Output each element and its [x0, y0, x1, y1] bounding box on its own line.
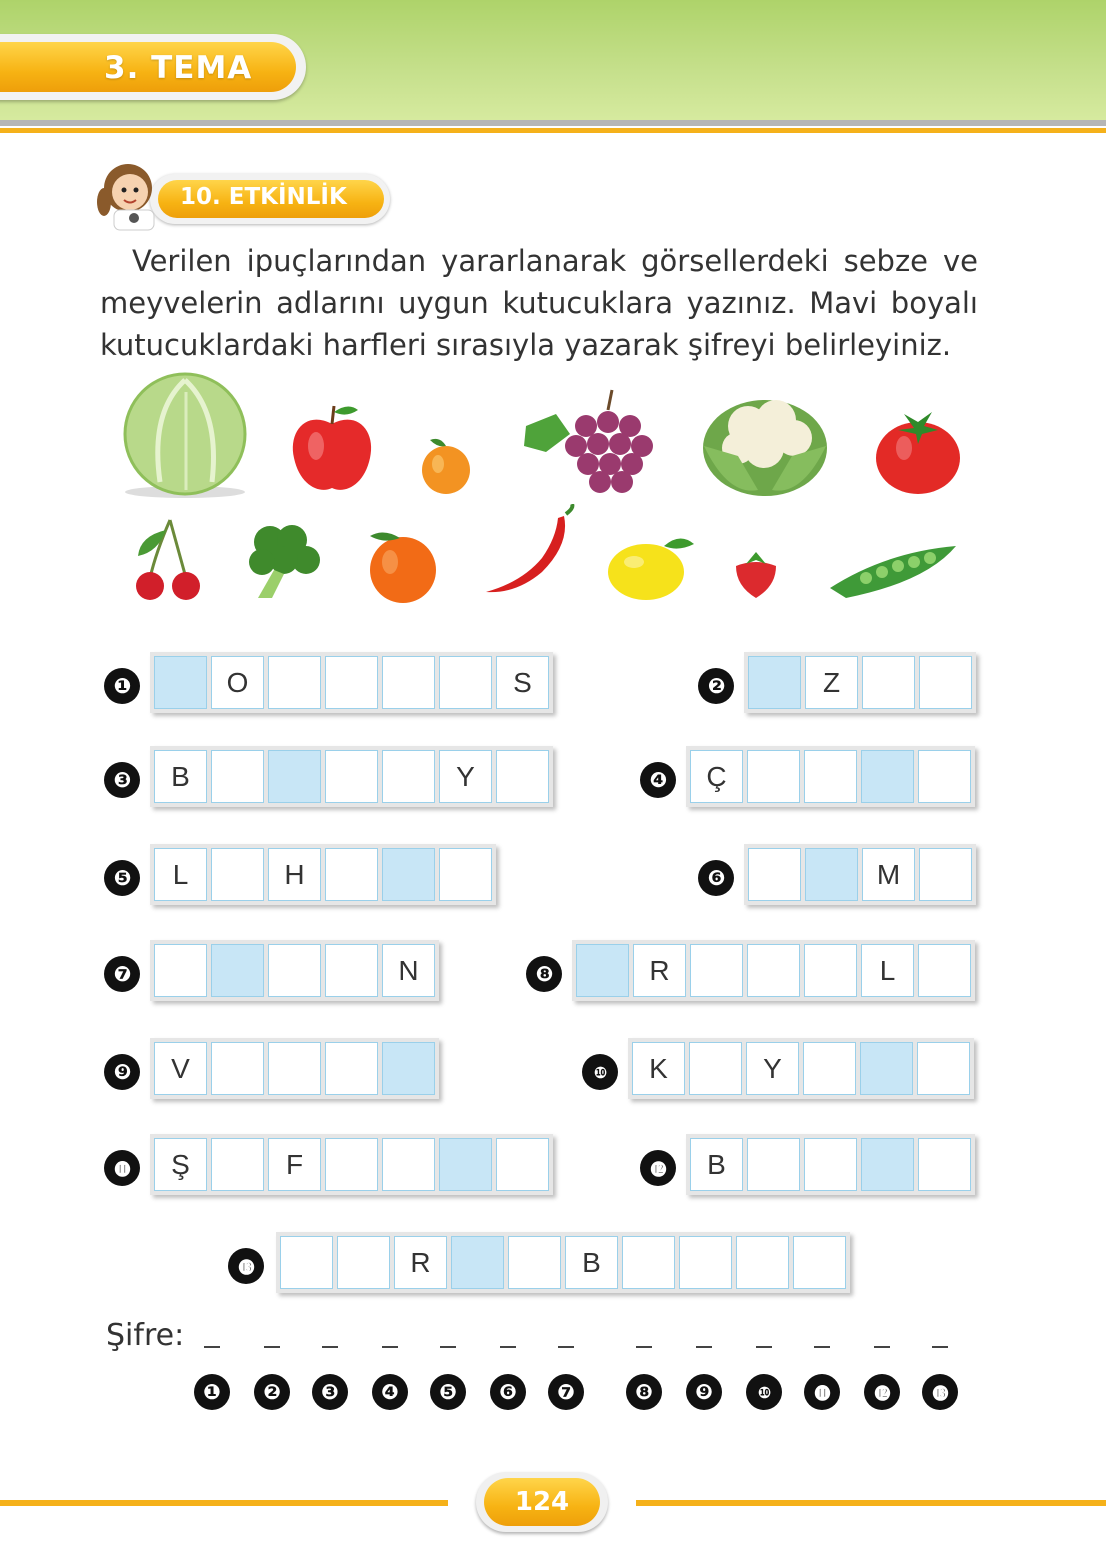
letter-box[interactable]	[919, 848, 972, 901]
letter-box[interactable]	[918, 1138, 971, 1191]
strawberry-icon	[726, 550, 786, 600]
letter-box-highlighted[interactable]	[576, 944, 629, 997]
letter-box-highlighted[interactable]	[860, 1042, 913, 1095]
sifre-blank[interactable]	[204, 1346, 220, 1348]
puzzle-number-10: ❿	[582, 1054, 618, 1090]
letter-box[interactable]: Y	[439, 750, 492, 803]
puzzle-row-1	[150, 652, 553, 713]
puzzle-row-9	[150, 1038, 439, 1099]
letter-box[interactable]	[919, 656, 972, 709]
letter-box[interactable]: F	[268, 1138, 321, 1191]
letter-box[interactable]	[793, 1236, 846, 1289]
letter-box[interactable]	[622, 1236, 675, 1289]
orange-icon	[360, 528, 446, 604]
instructions-text: Verilen ipuçlarından yararlanarak görsellerdeki sebze ve meyvelerin adlarını uygun kutucuklara yazınız. Mavi boyalı kutucuklardaki harfleri sırasıyla yazarak şifreyi belirleyiniz.	[100, 244, 978, 362]
puzzle-number-1: ❶	[104, 668, 140, 704]
puzzle-row-5	[150, 844, 496, 905]
puzzle-number-3: ❸	[104, 762, 140, 798]
apricot-icon	[418, 436, 474, 496]
lemon-icon	[604, 532, 696, 602]
letter-box[interactable]	[690, 944, 743, 997]
puzzle-number-9: ❾	[104, 1054, 140, 1090]
letter-box[interactable]	[268, 944, 321, 997]
letter-box[interactable]	[154, 944, 207, 997]
letter-box[interactable]	[337, 1236, 390, 1289]
puzzle-number-4: ❹	[640, 762, 676, 798]
letter-box[interactable]	[689, 1042, 742, 1095]
sifre-blank[interactable]	[814, 1346, 830, 1348]
letter-box[interactable]	[918, 750, 971, 803]
letter-box[interactable]	[325, 944, 378, 997]
letter-box[interactable]: L	[861, 944, 914, 997]
letter-box[interactable]	[496, 1138, 549, 1191]
letter-box[interactable]: M	[862, 848, 915, 901]
letter-box[interactable]: Z	[805, 656, 858, 709]
sifre-number-11: ⓫	[804, 1374, 840, 1410]
puzzle-row-4	[686, 746, 975, 807]
letter-box[interactable]	[862, 656, 915, 709]
letter-box[interactable]: L	[154, 848, 207, 901]
letter-box[interactable]	[918, 944, 971, 997]
letter-box[interactable]	[280, 1236, 333, 1289]
sifre-blank[interactable]	[500, 1346, 516, 1348]
letter-box[interactable]	[747, 1138, 800, 1191]
letter-box[interactable]: K	[632, 1042, 685, 1095]
letter-box[interactable]: B	[154, 750, 207, 803]
letter-box[interactable]	[211, 1138, 264, 1191]
letter-box[interactable]	[268, 1042, 321, 1095]
sifre-label: Şifre:	[106, 1318, 185, 1353]
letter-box-highlighted[interactable]	[861, 1138, 914, 1191]
sifre-number-12: ⓬	[864, 1374, 900, 1410]
sifre-blank[interactable]	[636, 1346, 652, 1348]
letter-box-highlighted[interactable]	[861, 750, 914, 803]
grapes-icon	[516, 386, 672, 498]
letter-box[interactable]: S	[496, 656, 549, 709]
puzzle-row-11	[150, 1134, 553, 1195]
apple-icon	[286, 402, 378, 498]
puzzle-row-8	[572, 940, 975, 1001]
letter-box[interactable]	[747, 750, 800, 803]
sifre-blank[interactable]	[558, 1346, 574, 1348]
letter-box[interactable]: B	[565, 1236, 618, 1289]
letter-box[interactable]	[804, 750, 857, 803]
puzzle-number-13: ⓭	[228, 1248, 264, 1284]
sifre-blank[interactable]	[264, 1346, 280, 1348]
puzzle-number-12: ⓬	[640, 1150, 676, 1186]
sifre-number-10: ❿	[746, 1374, 782, 1410]
letter-box[interactable]: R	[633, 944, 686, 997]
footer-line-left	[0, 1500, 448, 1506]
letter-box[interactable]	[211, 1042, 264, 1095]
broccoli-icon	[240, 520, 324, 602]
letter-box[interactable]: Ç	[690, 750, 743, 803]
letter-box[interactable]	[803, 1042, 856, 1095]
sifre-number-4: ❹	[372, 1374, 408, 1410]
letter-box[interactable]	[679, 1236, 732, 1289]
puzzle-row-13	[276, 1232, 850, 1293]
puzzle-number-5: ❺	[104, 860, 140, 896]
letter-box-highlighted[interactable]	[748, 656, 801, 709]
letter-box[interactable]	[325, 750, 378, 803]
footer-line-right	[636, 1500, 1106, 1506]
header-divider	[0, 120, 1106, 126]
letter-box-highlighted[interactable]	[382, 848, 435, 901]
sifre-number-5: ❺	[430, 1374, 466, 1410]
sifre-number-2: ❷	[254, 1374, 290, 1410]
letter-box-highlighted[interactable]	[211, 944, 264, 997]
letter-box[interactable]: Y	[746, 1042, 799, 1095]
sifre-number-9: ❾	[686, 1374, 722, 1410]
puzzle-row-3	[150, 746, 553, 807]
sifre-number-3: ❸	[312, 1374, 348, 1410]
sifre-blank[interactable]	[932, 1346, 948, 1348]
letter-box[interactable]	[748, 848, 801, 901]
letter-box-highlighted[interactable]	[268, 750, 321, 803]
sifre-blank[interactable]	[440, 1346, 456, 1348]
peas-icon	[826, 532, 962, 602]
puzzle-number-11: ⓫	[104, 1150, 140, 1186]
letter-box[interactable]	[325, 656, 378, 709]
header-divider-accent	[0, 128, 1106, 133]
letter-box[interactable]: H	[268, 848, 321, 901]
letter-box-highlighted[interactable]	[439, 1138, 492, 1191]
girl-mascot-icon	[84, 152, 174, 236]
puzzle-number-2: ❷	[698, 668, 734, 704]
letter-box[interactable]	[736, 1236, 789, 1289]
theme-label: 3. TEMA	[104, 50, 253, 86]
sifre-number-8: ❽	[626, 1374, 662, 1410]
letter-box[interactable]	[382, 750, 435, 803]
puzzle-number-6: ❻	[698, 860, 734, 896]
letter-box[interactable]: V	[154, 1042, 207, 1095]
letter-box-highlighted[interactable]	[382, 1042, 435, 1095]
letter-box[interactable]	[496, 750, 549, 803]
letter-box[interactable]	[382, 656, 435, 709]
sifre-blank[interactable]	[874, 1346, 890, 1348]
sifre-number-13: ⓭	[922, 1374, 958, 1410]
letter-box[interactable]: N	[382, 944, 435, 997]
letter-box-highlighted[interactable]	[805, 848, 858, 901]
sifre-number-6: ❻	[490, 1374, 526, 1410]
letter-box[interactable]	[439, 848, 492, 901]
letter-box[interactable]: Ş	[154, 1138, 207, 1191]
sifre-blank[interactable]	[756, 1346, 772, 1348]
activity-title: 10. ETKİNLİK	[180, 184, 347, 210]
letter-box[interactable]	[325, 848, 378, 901]
sifre-number-7: ❼	[548, 1374, 584, 1410]
cherries-icon	[130, 516, 208, 602]
puzzle-row-6	[744, 844, 976, 905]
page-number: 124	[484, 1478, 600, 1526]
letter-box[interactable]	[804, 1138, 857, 1191]
cauliflower-icon	[698, 386, 832, 498]
letter-box[interactable]	[508, 1236, 561, 1289]
letter-box[interactable]: R	[394, 1236, 447, 1289]
puzzle-row-7	[150, 940, 439, 1001]
letter-box-highlighted[interactable]	[154, 656, 207, 709]
letter-box[interactable]	[382, 1138, 435, 1191]
red-pepper-icon	[482, 504, 582, 600]
sifre-blank[interactable]	[322, 1346, 338, 1348]
sifre-number-1: ❶	[194, 1374, 230, 1410]
letter-box[interactable]	[804, 944, 857, 997]
letter-box[interactable]	[747, 944, 800, 997]
sifre-blank[interactable]	[696, 1346, 712, 1348]
puzzle-number-8: ❽	[526, 956, 562, 992]
letter-box[interactable]	[211, 750, 264, 803]
puzzle-row-10	[628, 1038, 974, 1099]
letter-box[interactable]	[211, 848, 264, 901]
cabbage-icon	[120, 372, 250, 500]
letter-box[interactable]	[917, 1042, 970, 1095]
letter-box-highlighted[interactable]	[451, 1236, 504, 1289]
letter-box[interactable]: B	[690, 1138, 743, 1191]
letter-box[interactable]: O	[211, 656, 264, 709]
puzzle-row-12	[686, 1134, 975, 1195]
letter-box[interactable]	[325, 1138, 378, 1191]
letter-box[interactable]	[325, 1042, 378, 1095]
puzzle-row-2	[744, 652, 976, 713]
puzzle-number-7: ❼	[104, 956, 140, 992]
letter-box[interactable]	[439, 656, 492, 709]
tomato-icon	[874, 404, 962, 496]
letter-box[interactable]	[268, 656, 321, 709]
sifre-blank[interactable]	[382, 1346, 398, 1348]
